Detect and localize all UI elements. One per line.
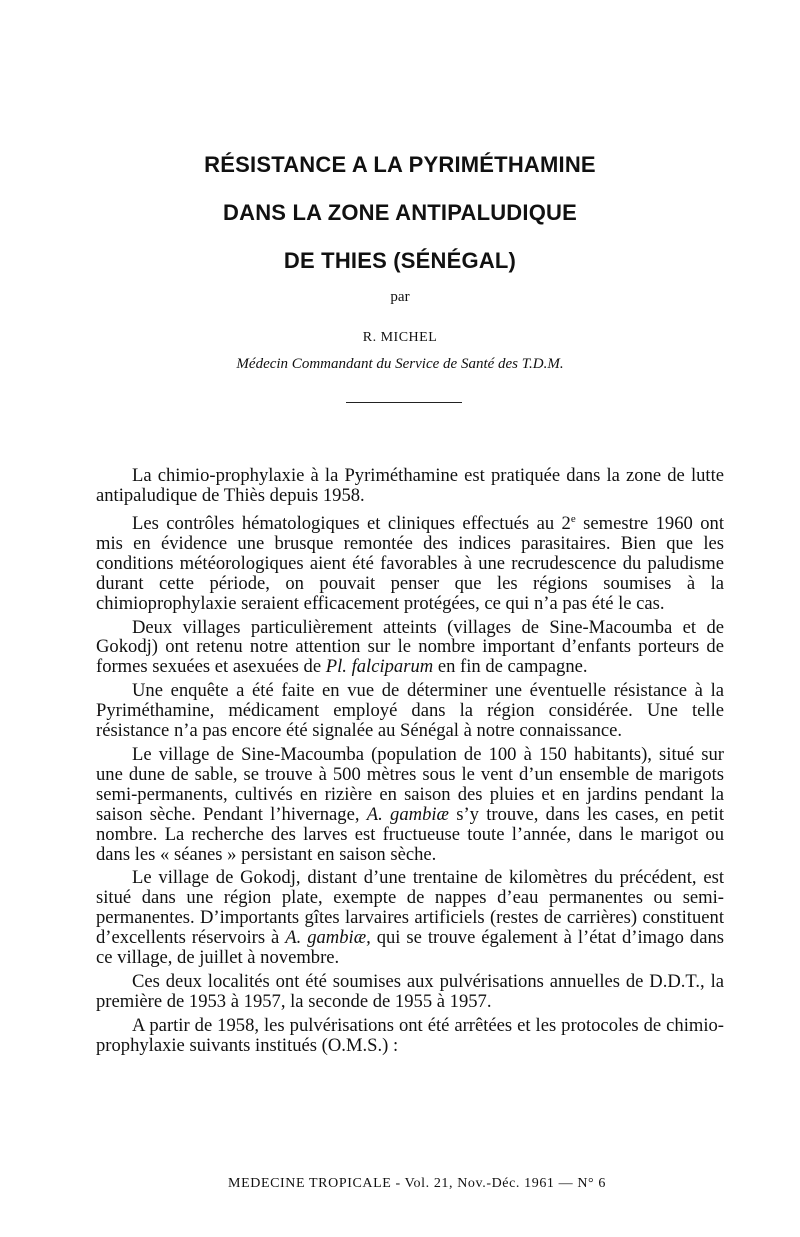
paragraph-3-text-a: Deux villages particulièrement atteints (villages de Sine-Macoumba et de Gokodj) ont retenu notre attention sur le nombre important d’enfants porteurs de formes sexuées et asexuées de: [96, 616, 724, 678]
paragraph-5-text-a: Le village de Sine-Macoumba (population de 100 à 150 habitants), situé sur une dune de sable, se trouve à 500 mètres sous le vent d’un ensemble de marigots semi-permanents, cultivés en rizière en saison des pluies et en jardins pendant la saison sèche. Pendant l’hivernage,: [96, 743, 724, 825]
ordinal-superscript: e: [570, 512, 576, 525]
paragraph-7-text: Ces deux localités ont été soumises aux pulvérisations annuelles de D.D.T., la première de 1953 à 1957, la seconde de 1955 à 1957.: [96, 970, 724, 1012]
paragraph-6-text-b: qui se trouve également à l’état d’imago dans ce village, de juillet à novembre.: [96, 927, 724, 969]
species-name: Pl. falciparum: [325, 656, 434, 678]
paragraph-7: [96, 972, 724, 1012]
article-body: [96, 466, 724, 1056]
byline-par: par: [390, 289, 410, 305]
species-name: A. gambiæ: [366, 803, 449, 825]
author-affiliation: Médecin Commandant du Service de Santé des T.D.M.: [236, 356, 564, 372]
paragraph-6: [96, 868, 724, 968]
paragraph-6-text-a: Le village de Gokodj, distant d’une trentaine de kilomètres du précédent, est situé dans une région plate, exempte de nappes d’eau permanentes ou semi-permanentes. D’importants gîtes larvaires artificiels (restes de carrières) constituent d’excellents réservoirs à: [96, 867, 724, 949]
paragraph-8-text: A partir de 1958, les pulvérisations ont été arrêtées et les protocoles de chimio-prophylaxie suivants institués (O.M.S.) :: [96, 1014, 724, 1056]
author-name: R. MICHEL: [362, 330, 438, 345]
paragraph-8: [96, 1016, 724, 1056]
paragraph-5-text-b: s’y trouve, dans les cases, en petit nombre. La recherche des larves est fructueuse toute l’année, dans le marigot ou dans les « séanes » persistant en saison sèche.: [96, 803, 725, 865]
separator-rule: [346, 402, 462, 403]
paragraph-2-text-b: semestre 1960 ont mis en évidence une brusque remontée des indices parasitaires. Bien que les conditions météorologiques aient été favorables à une recrudescence du paludisme durant cette période, on pouvait penser que les régions soumises à la chimioprophylaxie seraient efficacement protégées, ce qui n’a pas été le cas.: [96, 513, 724, 614]
title-line-3: DE THIES (SÉNÉGAL): [283, 248, 517, 273]
paragraph-1: [96, 466, 724, 506]
paragraph-2-text-a: Les contrôles hématologiques et cliniques effectués au 2: [132, 513, 571, 534]
paragraph-3: [96, 618, 724, 678]
paragraph-4-text: Une enquête a été faite en vue de déterminer une éventuelle résistance à la Pyriméthamine, médicament employé dans la région considérée. Une telle résistance n’a pas encore été signalée au Sénégal à notre connaissance.: [96, 680, 724, 742]
journal-footer: MEDECINE TROPICALE - Vol. 21, Nov.-Déc. 1961 — N° 6: [228, 1176, 606, 1191]
paragraph-1-text: La chimio-prophylaxie à la Pyriméthamine est pratiquée dans la zone de lutte antipaludique de Thiès depuis 1958.: [96, 465, 724, 506]
title-line-2: DANS LA ZONE ANTIPALUDIQUE: [223, 200, 577, 225]
paragraph-3-text-b: en fin de campagne.: [433, 656, 588, 678]
paragraph-4: [96, 681, 724, 741]
paragraph-5: [96, 745, 724, 864]
paragraph-2: [96, 510, 724, 614]
species-name: A. gambiæ,: [285, 927, 371, 949]
title-line-1: RÉSISTANCE A LA PYRIMÉTHAMINE: [204, 152, 596, 177]
